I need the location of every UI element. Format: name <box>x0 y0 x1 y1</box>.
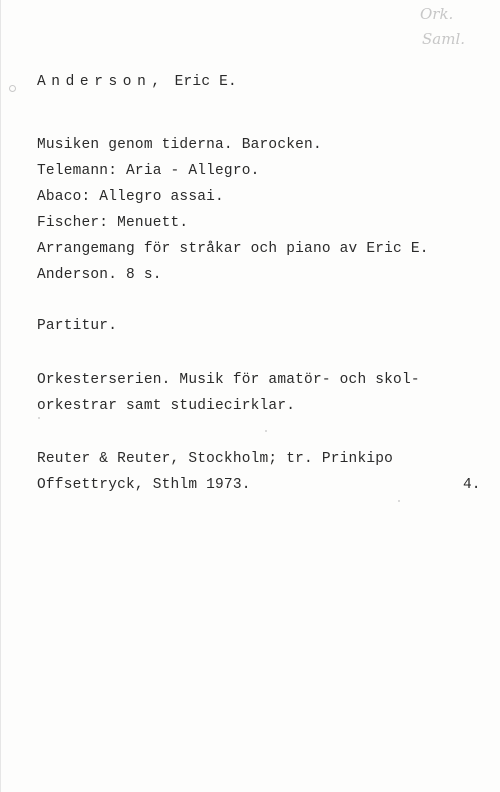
title-line-5: Arrangemang för stråkar och piano av Eric E. <box>37 241 429 257</box>
dust-speck <box>265 430 267 432</box>
card-edge <box>0 0 1 792</box>
title-line-2: Telemann: Aria - Allegro. <box>37 163 260 179</box>
pencil-annotation-ork: Ork. <box>420 5 454 23</box>
author-forename: Eric E. <box>165 74 237 90</box>
author-surname: Anderson, <box>37 74 166 90</box>
series-line-1: Orkesterserien. Musik för amatör- och skol- <box>37 372 420 388</box>
volume-number: 4. <box>463 477 481 493</box>
author-heading <box>37 73 237 91</box>
imprint-line-2: Offsettryck, Sthlm 1973. <box>37 477 251 493</box>
title-line-6: Anderson. 8 s. <box>37 267 162 283</box>
dust-speck <box>38 417 40 419</box>
title-line-4: Fischer: Menuett. <box>37 215 189 231</box>
title-line-1: Musiken genom tiderna. Barocken. <box>37 137 322 153</box>
series-line-2: orkestrar samt studiecirklar. <box>37 398 296 414</box>
punch-hole <box>9 85 16 92</box>
dust-speck <box>398 500 400 502</box>
pencil-annotation-saml: Saml. <box>422 30 466 48</box>
format-note: Partitur. <box>37 318 118 334</box>
imprint-line-1: Reuter & Reuter, Stockholm; tr. Prinkipo <box>37 451 394 467</box>
title-line-3: Abaco: Allegro assai. <box>37 189 224 205</box>
